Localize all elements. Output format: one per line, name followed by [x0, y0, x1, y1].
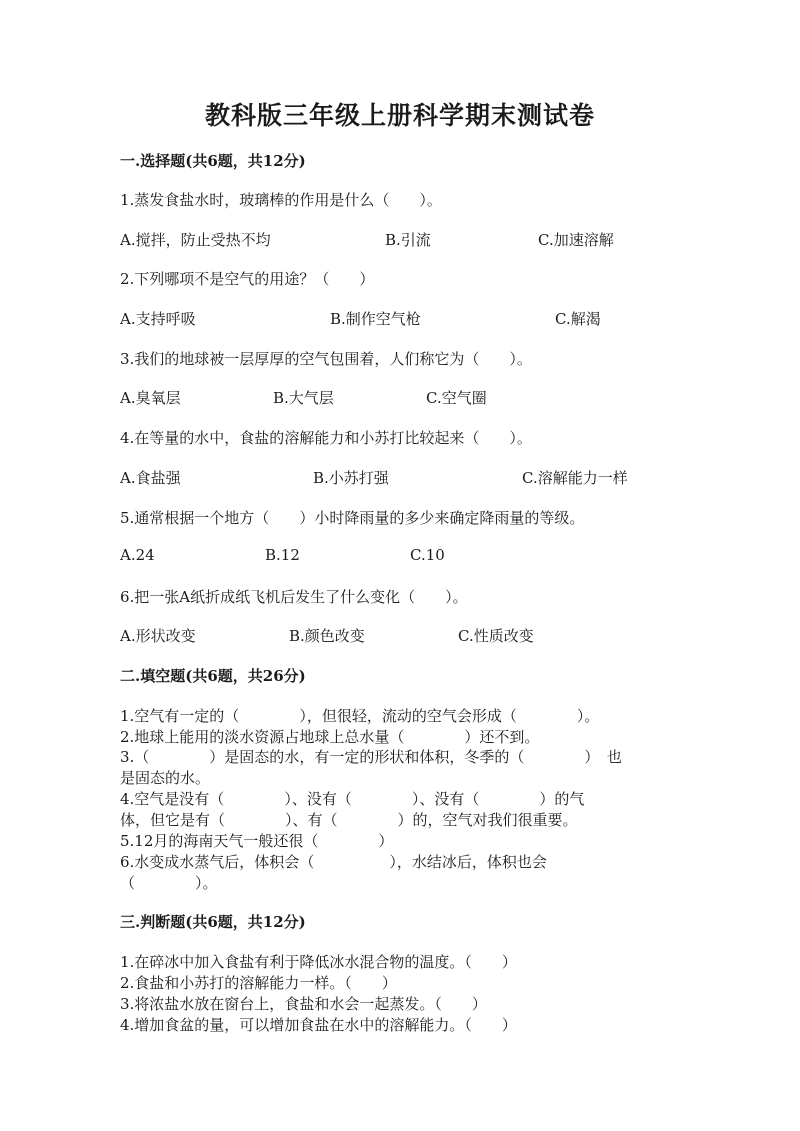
fill-line: 4.空气是没有（ ）、没有（ ）、没有（ ）的气 — [120, 790, 585, 808]
option-c: C.溶解能力一样 — [522, 469, 628, 487]
question-text: 4.在等量的水中，食盐的溶解能力和小苏打比较起来（ ）。 — [120, 429, 532, 447]
fill-line: 5.12月的海南天气一般还很（ ） — [120, 832, 394, 850]
option-a: A.支持呼吸 — [120, 310, 196, 328]
page-title: 教科版三年级上册科学期末测试卷 — [204, 101, 595, 130]
option-c: C.解渴 — [555, 310, 601, 328]
question-text: 3.我们的地球被一层厚厚的空气包围着，人们称它为（ ）。 — [120, 350, 532, 368]
option-c: C.性质改变 — [458, 627, 534, 645]
option-a: A.搅拌，防止受热不均 — [120, 231, 271, 249]
fill-line: 2.地球上能用的淡水资源占地球上总水量（ ）还不到。 — [120, 728, 540, 746]
option-a: A.食盐强 — [120, 469, 181, 487]
option-a: A.形状改变 — [120, 627, 196, 645]
question-text: 2.下列哪项不是空气的用途？（ ） — [120, 270, 375, 288]
option-c: C.10 — [410, 546, 445, 564]
option-b: B.大气层 — [273, 389, 334, 407]
fill-line: 6.水变成水蒸气后，体积会（ ），水结冰后，体积也会 — [120, 853, 547, 871]
fill-line: （ ）。 — [120, 874, 218, 892]
fill-line: 是固态的水。 — [120, 769, 211, 787]
section-heading-choice: 一.选择题(共6题，共12分) — [120, 152, 306, 170]
option-c: C.加速溶解 — [538, 231, 614, 249]
option-b: B.引流 — [385, 231, 431, 249]
option-a: A.臭氧层 — [120, 389, 181, 407]
option-a: A.24 — [120, 546, 155, 564]
judge-line: 4.增加食盆的量，可以增加食盐在水中的溶解能力。（ ） — [120, 1016, 517, 1034]
judge-line: 1.在碎冰中加入食盐有利于降低冰水混合物的温度。（ ） — [120, 953, 517, 971]
option-b: B.颜色改变 — [289, 627, 365, 645]
option-b: B.12 — [265, 546, 300, 564]
question-text: 1.蒸发食盐水时，玻璃棒的作用是什么（ ）。 — [120, 191, 442, 209]
question-text: 5.通常根据一个地方（ ）小时降雨量的多少来确定降雨量的等级。 — [120, 509, 585, 527]
judge-line: 2.食盐和小苏打的溶解能力一样。（ ） — [120, 974, 397, 992]
option-c: C.空气圈 — [426, 389, 487, 407]
fill-line: 体，但它是有（ ）、有（ ）的，空气对我们很重要。 — [120, 811, 578, 829]
option-b: B.制作空气枪 — [330, 310, 421, 328]
judge-line: 3.将浓盐水放在窗台上，食盐和水会一起蒸发。（ ） — [120, 995, 487, 1013]
section-heading-fill: 二.填空题(共6题，共26分) — [120, 667, 306, 685]
option-b: B.小苏打强 — [313, 469, 389, 487]
fill-line: 1.空气有一定的（ ），但很轻，流动的空气会形成（ ）。 — [120, 707, 600, 725]
fill-line: 3.（ ）是固态的水，有一定的形状和体积，冬季的（ ） 也 — [120, 748, 622, 766]
question-text: 6.把一张A纸折成纸飞机后发生了什么变化（ ）。 — [120, 588, 468, 606]
section-heading-judge: 三.判断题(共6题，共12分) — [120, 913, 306, 931]
